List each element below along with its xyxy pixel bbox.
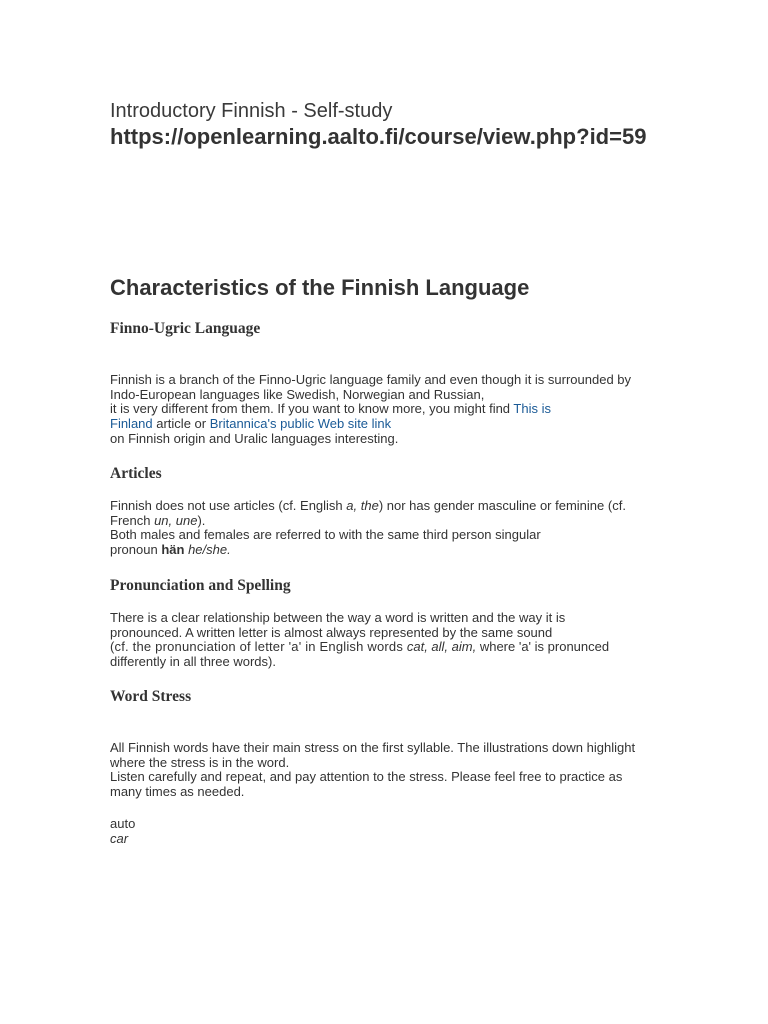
text-line xyxy=(110,402,670,417)
text-line: differently in all three words). xyxy=(110,654,276,670)
text-line: pronounced. A written letter is almost always represented by the same sound xyxy=(110,624,553,640)
articles-paragraph xyxy=(110,499,670,558)
this-is-finland-link-continued[interactable]: Finland xyxy=(110,416,153,432)
text-segment: article or xyxy=(152,416,210,432)
word-stress-paragraph xyxy=(110,741,670,800)
text-line: Finnish is a branch of the Finno-Ugric language family and even though it is surrounded by xyxy=(110,372,632,387)
text-segment: ). xyxy=(197,512,206,528)
text-segment: it is very different from them. If you want to know more, you might find xyxy=(110,401,514,417)
text-emphasis: he/she. xyxy=(188,542,231,558)
text-segment: French xyxy=(110,512,155,528)
text-line: Listen carefully and repeat, and pay attention to the stress. Please feel free to practice as xyxy=(110,769,623,785)
this-is-finland-link[interactable]: This is xyxy=(513,401,551,417)
text-line: Indo-European languages like Swedish, Norwegian and Russian, xyxy=(110,386,485,402)
text-line: There is a clear relationship between the way a word is written and the way it is xyxy=(110,610,566,625)
text-segment: Finnish does not use articles (cf. English xyxy=(110,498,347,513)
text-line: All Finnish words have their main stress on the first syllable. The illustrations down highlight xyxy=(110,740,636,755)
text-line: Both males and females are referred to with the same third person singular xyxy=(110,527,541,543)
text-segment: where 'a' is pronunced xyxy=(476,639,610,655)
britannica-link[interactable]: Britannica's public Web site link xyxy=(209,416,392,432)
text-line: on Finnish origin and Uralic languages interesting. xyxy=(110,430,399,446)
section-heading-pronunciation: Pronunciation and Spelling xyxy=(110,577,291,594)
section-heading-finno-ugric: Finno-Ugric Language xyxy=(110,320,261,337)
pronunciation-paragraph xyxy=(110,611,670,670)
text-line xyxy=(110,514,670,529)
text-emphasis: cat, all, aim, xyxy=(406,639,477,655)
page-heading: Characteristics of the Finnish Language xyxy=(110,275,530,300)
example-word: auto xyxy=(110,816,136,831)
text-line: many times as needed. xyxy=(110,784,245,800)
text-line xyxy=(110,499,670,514)
text-segment: (cf. the pronunciation of letter 'a' in English words xyxy=(110,639,407,655)
text-bold: hän xyxy=(161,542,185,558)
text-line xyxy=(110,543,670,558)
text-segment: ) nor has gender masculine or feminine (cf. xyxy=(378,498,626,513)
example-translation: car xyxy=(110,830,129,846)
text-segment: pronoun xyxy=(110,542,162,558)
text-line xyxy=(110,640,670,655)
finno-ugric-paragraph xyxy=(110,373,670,447)
section-heading-word-stress: Word Stress xyxy=(110,688,192,705)
example-word-block xyxy=(110,817,670,846)
section-heading-articles: Articles xyxy=(110,465,162,482)
text-line: where the stress is in the word. xyxy=(110,754,290,770)
document-title: Introductory Finnish - Self-study xyxy=(110,100,393,122)
text-emphasis: un, une xyxy=(154,512,198,528)
text-line xyxy=(110,417,670,432)
text-emphasis: a, the xyxy=(346,498,379,513)
course-url[interactable]: https://openlearning.aalto.fi/course/view.php?id=59 xyxy=(110,124,647,149)
